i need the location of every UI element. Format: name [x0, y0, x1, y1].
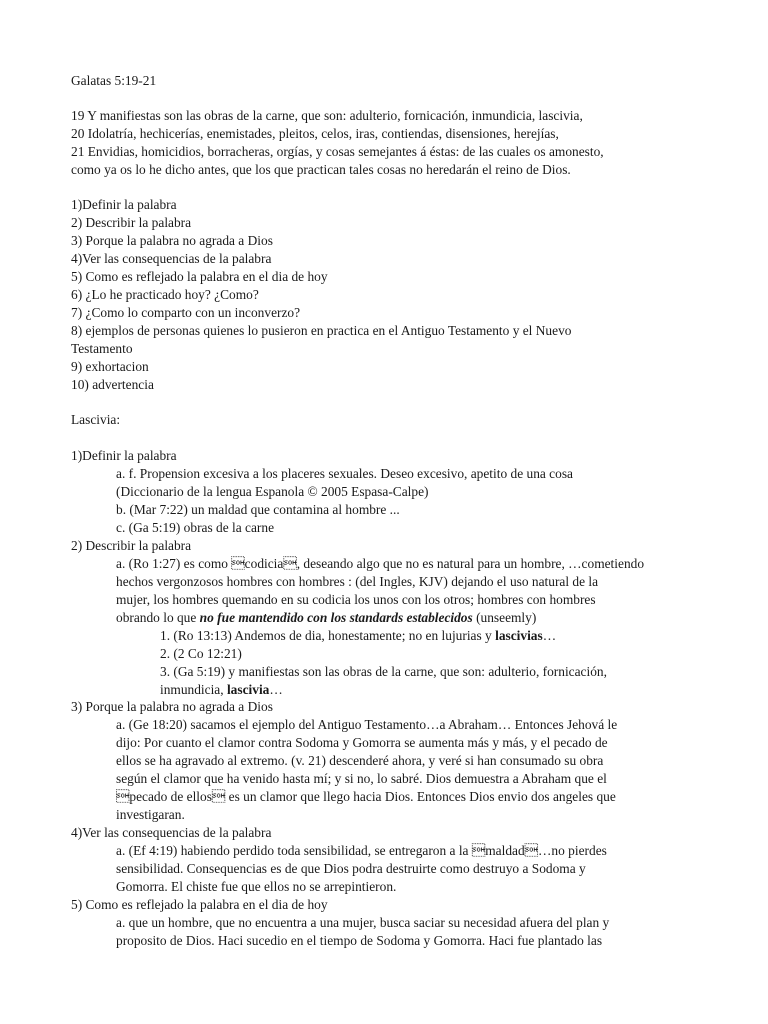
body-line: b. (Mar 7:22) un maldad que contamina al hombre ... — [116, 502, 400, 517]
section-heading: 5) Como es reflejado la palabra en el dia de hoy — [71, 897, 328, 912]
body-line: dijo: Por cuanto el clamor contra Sodoma y Gomorra se aumenta más y más, y el pecado de — [116, 735, 608, 750]
body-line: proposito de Dios. Haci sucedio en el tiempo de Sodoma y Gomorra. Haci fue plantado las — [116, 933, 603, 948]
study-step: 8) ejemplos de personas quienes lo pusieron en practica en el Antiguo Testamento y el Nuevo — [71, 323, 572, 338]
body-line: a. (Ef 4:19) habiendo perdido toda sensibilidad, se entregaron a la maldad…no pierdes — [116, 843, 607, 858]
text-run: … — [269, 682, 283, 697]
body-line: a. (Ro 1:27) es como codicia, deseando algo que no es natural para un hombre, …cometiendo — [116, 556, 645, 571]
body-line — [116, 609, 536, 627]
text-run: (unseemly) — [472, 610, 537, 625]
text-run: inmundicia, — [160, 682, 227, 697]
numbered-item: 2. (2 Co 12:21) — [160, 646, 242, 661]
body-line: investigaran. — [116, 807, 185, 822]
verse-21: 21 Envidias, homicidios, borracheras, orgías, y cosas semejantes á éstas: de las cuales os amonesto, — [71, 144, 604, 159]
study-step: 10) advertencia — [71, 377, 154, 392]
body-line: ellos se ha agravado al extremo. (v. 21) descenderé ahora, y veré si han consumado su obra — [116, 753, 604, 768]
body-line: mujer, los hombres quemando en su codicia los unos con los otros; hombres con hombres — [116, 592, 596, 607]
study-step: 6) ¿Lo he practicado hoy? ¿Como? — [71, 287, 259, 302]
numbered-item: 3. (Ga 5:19) y manifiestas son las obras de la carne, que son: adulterio, fornicación, — [160, 664, 607, 679]
study-step: 9) exhortacion — [71, 359, 149, 374]
verse-20: 20 Idolatría, hechicerías, enemistades, pleitos, celos, iras, contiendas, disensiones, herejías, — [71, 126, 559, 141]
body-line: a. (Ge 18:20) sacamos el ejemplo del Antiguo Testamento…a Abraham… Entonces Jehová le — [116, 717, 618, 732]
emphasized-text: no fue mantendido con los standards establecidos — [199, 610, 473, 625]
study-step: 1)Definir la palabra — [71, 197, 177, 212]
body-line: a. que un hombre, que no encuentra a una mujer, busca saciar su necesidad afuera del plan y — [116, 915, 610, 930]
body-line: hechos vergonzosos hombres con hombres : (del Ingles, KJV) dejando el uso natural de la — [116, 574, 599, 589]
study-step: 7) ¿Como lo comparto con un inconverzo? — [71, 305, 301, 320]
section-title: Lascivia: — [71, 412, 121, 427]
body-line: Gomorra. El chiste fue que ellos no se arrepintieron. — [116, 879, 397, 894]
body-line: sensibilidad. Consequencias es de que Dios podra destruirte como destruyo a Sodoma y — [116, 861, 586, 876]
body-line: a. f. Propension excesiva a los placeres sexuales. Deseo excesivo, apetito de una cosa — [116, 466, 573, 481]
verse-19: 19 Y manifiestas son las obras de la carne, que son: adulterio, fornicación, inmundicia, lascivia, — [71, 108, 583, 123]
study-step: 3) Porque la palabra no agrada a Dios — [71, 233, 273, 248]
section-heading: 4)Ver las consequencias de la palabra — [71, 825, 272, 840]
scripture-reference: Galatas 5:19-21 — [71, 73, 157, 88]
study-step-continued: Testamento — [71, 341, 133, 356]
text-run: obrando lo que — [116, 610, 200, 625]
section-heading: 1)Definir la palabra — [71, 448, 177, 463]
study-step: 5) Como es reflejado la palabra en el dia de hoy — [71, 269, 328, 284]
body-line: c. (Ga 5:19) obras de la carne — [116, 520, 275, 535]
bold-text: lascivias — [495, 628, 543, 643]
text-run: 1. (Ro 13:13) Andemos de dia, honestamente; no en lujurias y — [160, 628, 496, 643]
verse-21-continued: como ya os lo he dicho antes, que los que practican tales cosas no heredarán el reino de Dios. — [71, 162, 571, 177]
study-step: 4)Ver las consequencias de la palabra — [71, 251, 272, 266]
section-heading: 3) Porque la palabra no agrada a Dios — [71, 699, 273, 714]
bold-text: lascivia — [226, 682, 270, 697]
numbered-item — [160, 627, 556, 645]
body-line: según el clamor que ha venido hasta mí; y si no, lo sabré. Dios demuestra a Abraham que el — [116, 771, 607, 786]
study-step: 2) Describir la palabra — [71, 215, 192, 230]
text-run: … — [542, 628, 557, 643]
body-line: pecado de ellos es un clamor que llego hacia Dios. Entonces Dios envio dos angeles que — [116, 789, 616, 804]
body-line: (Diccionario de la lengua Espanola © 2005 Espasa-Calpe) — [116, 484, 429, 499]
numbered-item-continued — [160, 681, 283, 699]
section-heading: 2) Describir la palabra — [71, 538, 192, 553]
